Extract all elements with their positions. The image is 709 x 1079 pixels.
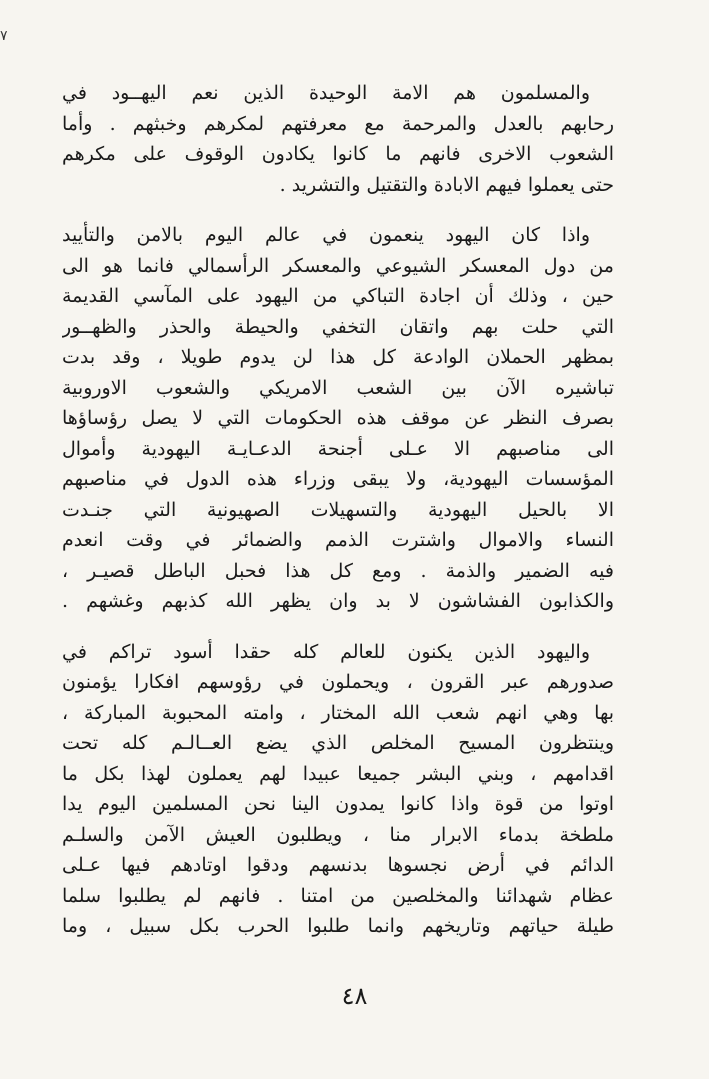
text-line: الى مناصبهم الا عـلى أجنحة الدعـايـة اليهودية وأموال xyxy=(62,437,614,460)
text-line: التي حلت بهم واتقان التخفي والحيطة والحذر والظهــور xyxy=(62,315,614,338)
text-line: بصرف النظر عن موقف هذه الحكومات التي لا يصل رؤساؤها xyxy=(62,407,614,429)
text-line: حين ، وذلك أن اجادة التباكي من اليهود على المآسي القديمة xyxy=(62,285,614,307)
text-line: واليهود الذين يكنون للعالم كله حقدا أسود تراكم في xyxy=(62,640,590,663)
text-line: وينتظرون المسيح المخلص الذي يضع العــالـم كله تحت xyxy=(62,732,614,754)
corner-mark: ٧ xyxy=(0,28,8,44)
page-body xyxy=(62,78,614,942)
paragraph-3 xyxy=(62,637,614,942)
text-line: رحابهم بالعدل والمرحمة مع معرفتهم لمكرهم وخبثهم . وأما xyxy=(62,112,614,135)
text-line: اوتوا من قوة واذا كانوا يمدون الينا نحن المسلمين اليوم يدا xyxy=(62,793,614,815)
text-line: والمسلمون هم الامة الوحيدة الذين نعم اليهــود في xyxy=(62,82,590,104)
text-line: من دول المعسكر الشيوعي والمعسكر الرأسمالي فانما هو الى xyxy=(62,254,614,277)
text-line: الشعوب الاخرى فانهم ما كانوا يكادون الوقوف على مكرهم xyxy=(62,143,614,165)
text-line: المؤسسات اليهودية، ولا يبقى وزراء هذه الدول في مناصبهم xyxy=(62,468,614,490)
text-line: اقدامهم ، وبني البشر جميعا عبيدا لهم يعملون لهذا بكل ما xyxy=(62,762,614,785)
text-line: فيه الضمير والذمة . ومع كل هذا فحبل الباطل قصيـر ، xyxy=(62,559,614,582)
text-line: والكذابون الفشاشون لا بد وان يظهر الله كذبهم وغشهم . xyxy=(62,590,614,612)
text-line: بها وهي انهم شعب الله المختار ، وامته المحبوبة المباركة ، xyxy=(62,701,614,724)
text-line: حتى يعملوا فيهم الابادة والتقتيل والتشريد . xyxy=(279,173,614,196)
paragraph-2 xyxy=(62,220,614,617)
text-line: الا بالحيل اليهودية والتسهيلات الصهيونية التي جنـدت xyxy=(62,498,614,521)
text-line: النساء والاموال واشترت الذمم والضمائر في وقت انعدم xyxy=(62,529,614,551)
paragraph-1 xyxy=(62,78,614,200)
text-line: واذا كان اليهود ينعمون في عالم اليوم بالامن والتأييد xyxy=(62,224,590,246)
text-line: تباشيره الآن بين الشعب الامريكي والشعوب الاوروبية xyxy=(62,376,614,399)
text-line: عظام شهدائنا والمخلصين من امتنا . فانهم لم يطلبوا سلما xyxy=(62,884,614,907)
text-line: طيلة حياتهم وتاريخهم وانما طلبوا الحرب بكل سبيل ، وما xyxy=(62,915,614,937)
text-line: بمظهر الحملان الوادعة كل هذا لن يدوم طويلا ، وقد بدت xyxy=(62,346,614,368)
text-line: ملطخة بدماء الابرار منا ، ويطلبون العيش الآمن والسلـم xyxy=(62,823,614,846)
text-line: الدائم في أرض نجسوها بدنسهم ودقوا اوتادهم فيها عـلى xyxy=(62,854,614,876)
text-line: صدورهم عبر القرون ، ويحملون في رؤوسهم افكارا يؤمنون xyxy=(62,671,614,693)
page-number: ٤٨ xyxy=(341,982,368,1010)
